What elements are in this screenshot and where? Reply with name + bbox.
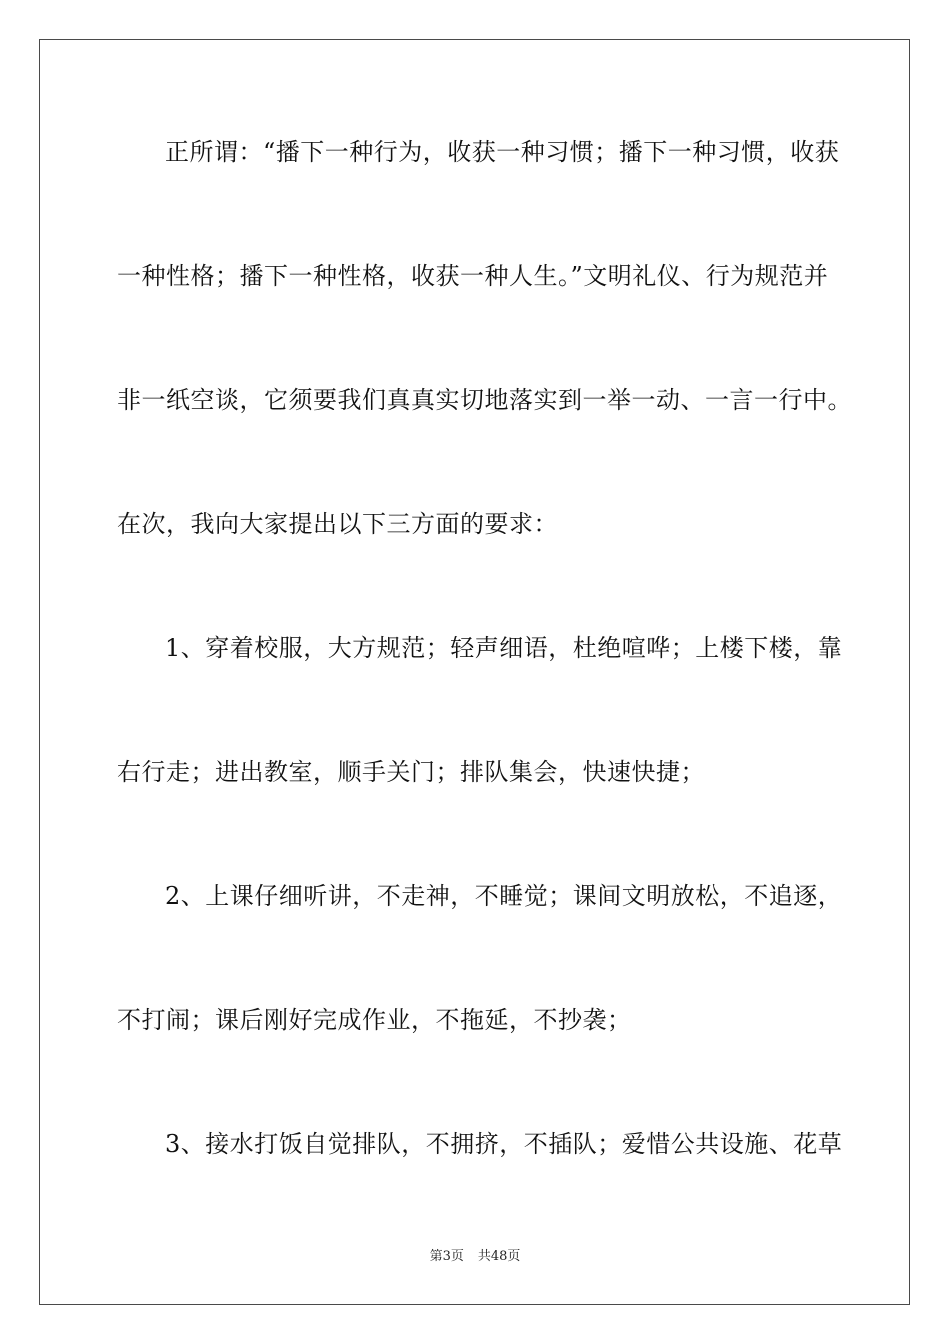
paragraph-line-1: 正所谓：“播下一种行为，收获一种习惯；播下一种习惯，收获 [165,138,840,166]
requirement-2-line-2: 不打闹；课后刚好完成作业，不拖延，不抄袭； [117,1006,632,1034]
paragraph-line-2: 一种性格；播下一种性格，收获一种人生。”文明礼仪、行为规范并 [117,262,829,290]
page-total: 共48页 [477,1249,521,1264]
requirement-1-line-1: 1、穿着校服，大方规范；轻声细语，杜绝喧哗；上楼下楼，靠 [165,634,843,662]
page-footer [0,1249,950,1265]
page-number: 第3页 [429,1249,464,1264]
paragraph-line-4: 在次，我向大家提出以下三方面的要求： [117,510,558,538]
requirement-1-line-2: 右行走；进出教室，顺手关门；排队集会，快速快捷； [117,758,705,786]
requirement-2-line-1: 2、上课仔细听讲，不走神，不睡觉；课间文明放松，不追逐， [165,882,843,910]
requirement-3-line-1: 3、接水打饭自觉排队，不拥挤，不插队；爱惜公共设施、花草 [165,1130,843,1158]
page-border [39,39,910,1305]
paragraph-line-3: 非一纸空谈，它须要我们真真实切地落实到一举一动、一言一行中。 [117,386,852,414]
